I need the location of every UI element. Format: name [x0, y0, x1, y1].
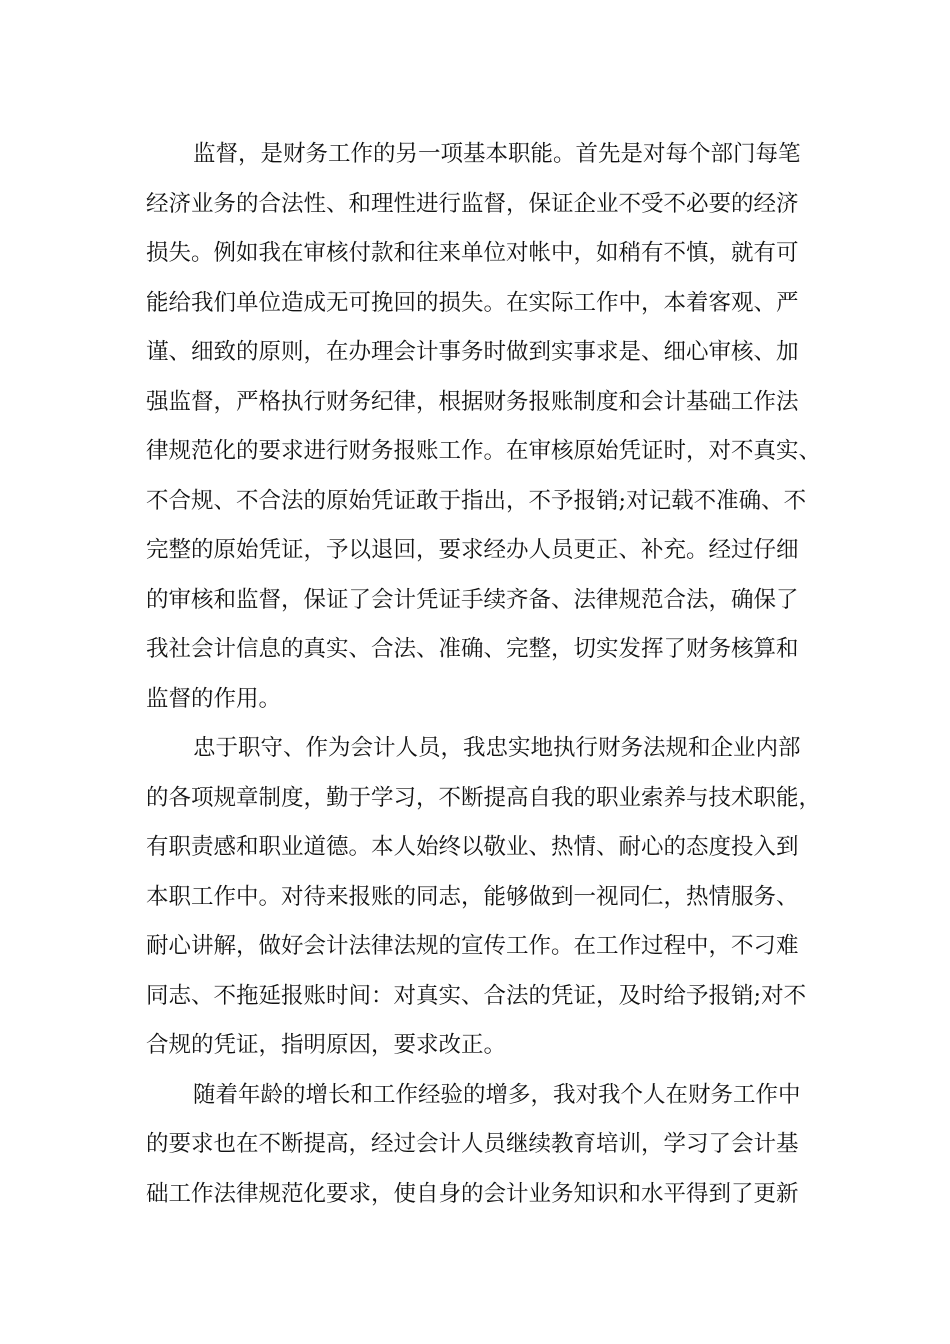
text-line: 合规的凭证，指明原因，要求改正。 — [146, 1032, 507, 1058]
text-line: 的各项规章制度，勤于学习，不断提高自我的职业索养与技术职能， — [146, 784, 822, 811]
paragraph-supervision — [146, 130, 826, 724]
paragraph-duty — [146, 724, 826, 1071]
text-line: 完整的原始凭证，予以退回，要求经办人员更正、补充。经过仔细 — [146, 537, 799, 563]
body-text — [146, 130, 826, 1219]
text-line: 律规范化的要求进行财务报账工作。在审核原始凭证时，对不真实、 — [146, 438, 822, 464]
text-line: 监督，是财务工作的另一项基本职能。首先是对每个部门每笔 — [193, 141, 801, 167]
text-line: 不合规、不合法的原始凭证敢于指出，不予报销;对记载不准确、不 — [146, 487, 807, 514]
text-line: 我社会计信息的真实、合法、准确、完整，切实发挥了财务核算和 — [146, 636, 799, 662]
text-line: 有职责感和职业道德。本人始终以敬业、热情、耐心的态度投入到 — [146, 834, 799, 860]
text-line: 随着年龄的增长和工作经验的增多，我对我个人在财务工作中 — [193, 1081, 801, 1108]
text-line: 耐心讲解，做好会计法律法规的宣传工作。在工作过程中，不刁难 — [146, 933, 799, 959]
text-line: 损失。例如我在审核付款和往来单位对帐中，如稍有不慎，就有可 — [146, 240, 799, 266]
text-line: 的要求也在不断提高，经过会计人员继续教育培训，学习了会计基 — [146, 1131, 799, 1157]
text-line: 础工作法律规范化要求，使自身的会计业务知识和水平得到了更新 — [146, 1180, 799, 1207]
paragraph-growth — [146, 1071, 826, 1220]
text-line: 忠于职守、作为会计人员，我忠实地执行财务法规和企业内部 — [193, 735, 801, 761]
text-line: 强监督，严格执行财务纪律，根据财务报账制度和会计基础工作法 — [146, 388, 799, 415]
text-line: 经济业务的合法性、和理性进行监督，保证企业不受不必要的经济 — [146, 190, 799, 217]
text-line: 能给我们单位造成无可挽回的损失。在实际工作中，本着客观、严 — [146, 289, 799, 316]
text-line: 监督的作用。 — [146, 685, 282, 712]
text-line: 谨、细致的原则，在办理会计事务时做到实事求是、细心审核、加 — [146, 339, 799, 365]
text-line: 本职工作中。对待来报账的同志，能够做到一视同仁，热情服务、 — [146, 883, 799, 910]
text-line: 的审核和监督，保证了会计凭证手续齐备、法律规范合法，确保了 — [146, 586, 799, 613]
text-line: 同志、不拖延报账时间：对真实、合法的凭证，及时给予报销;对不 — [146, 982, 807, 1009]
